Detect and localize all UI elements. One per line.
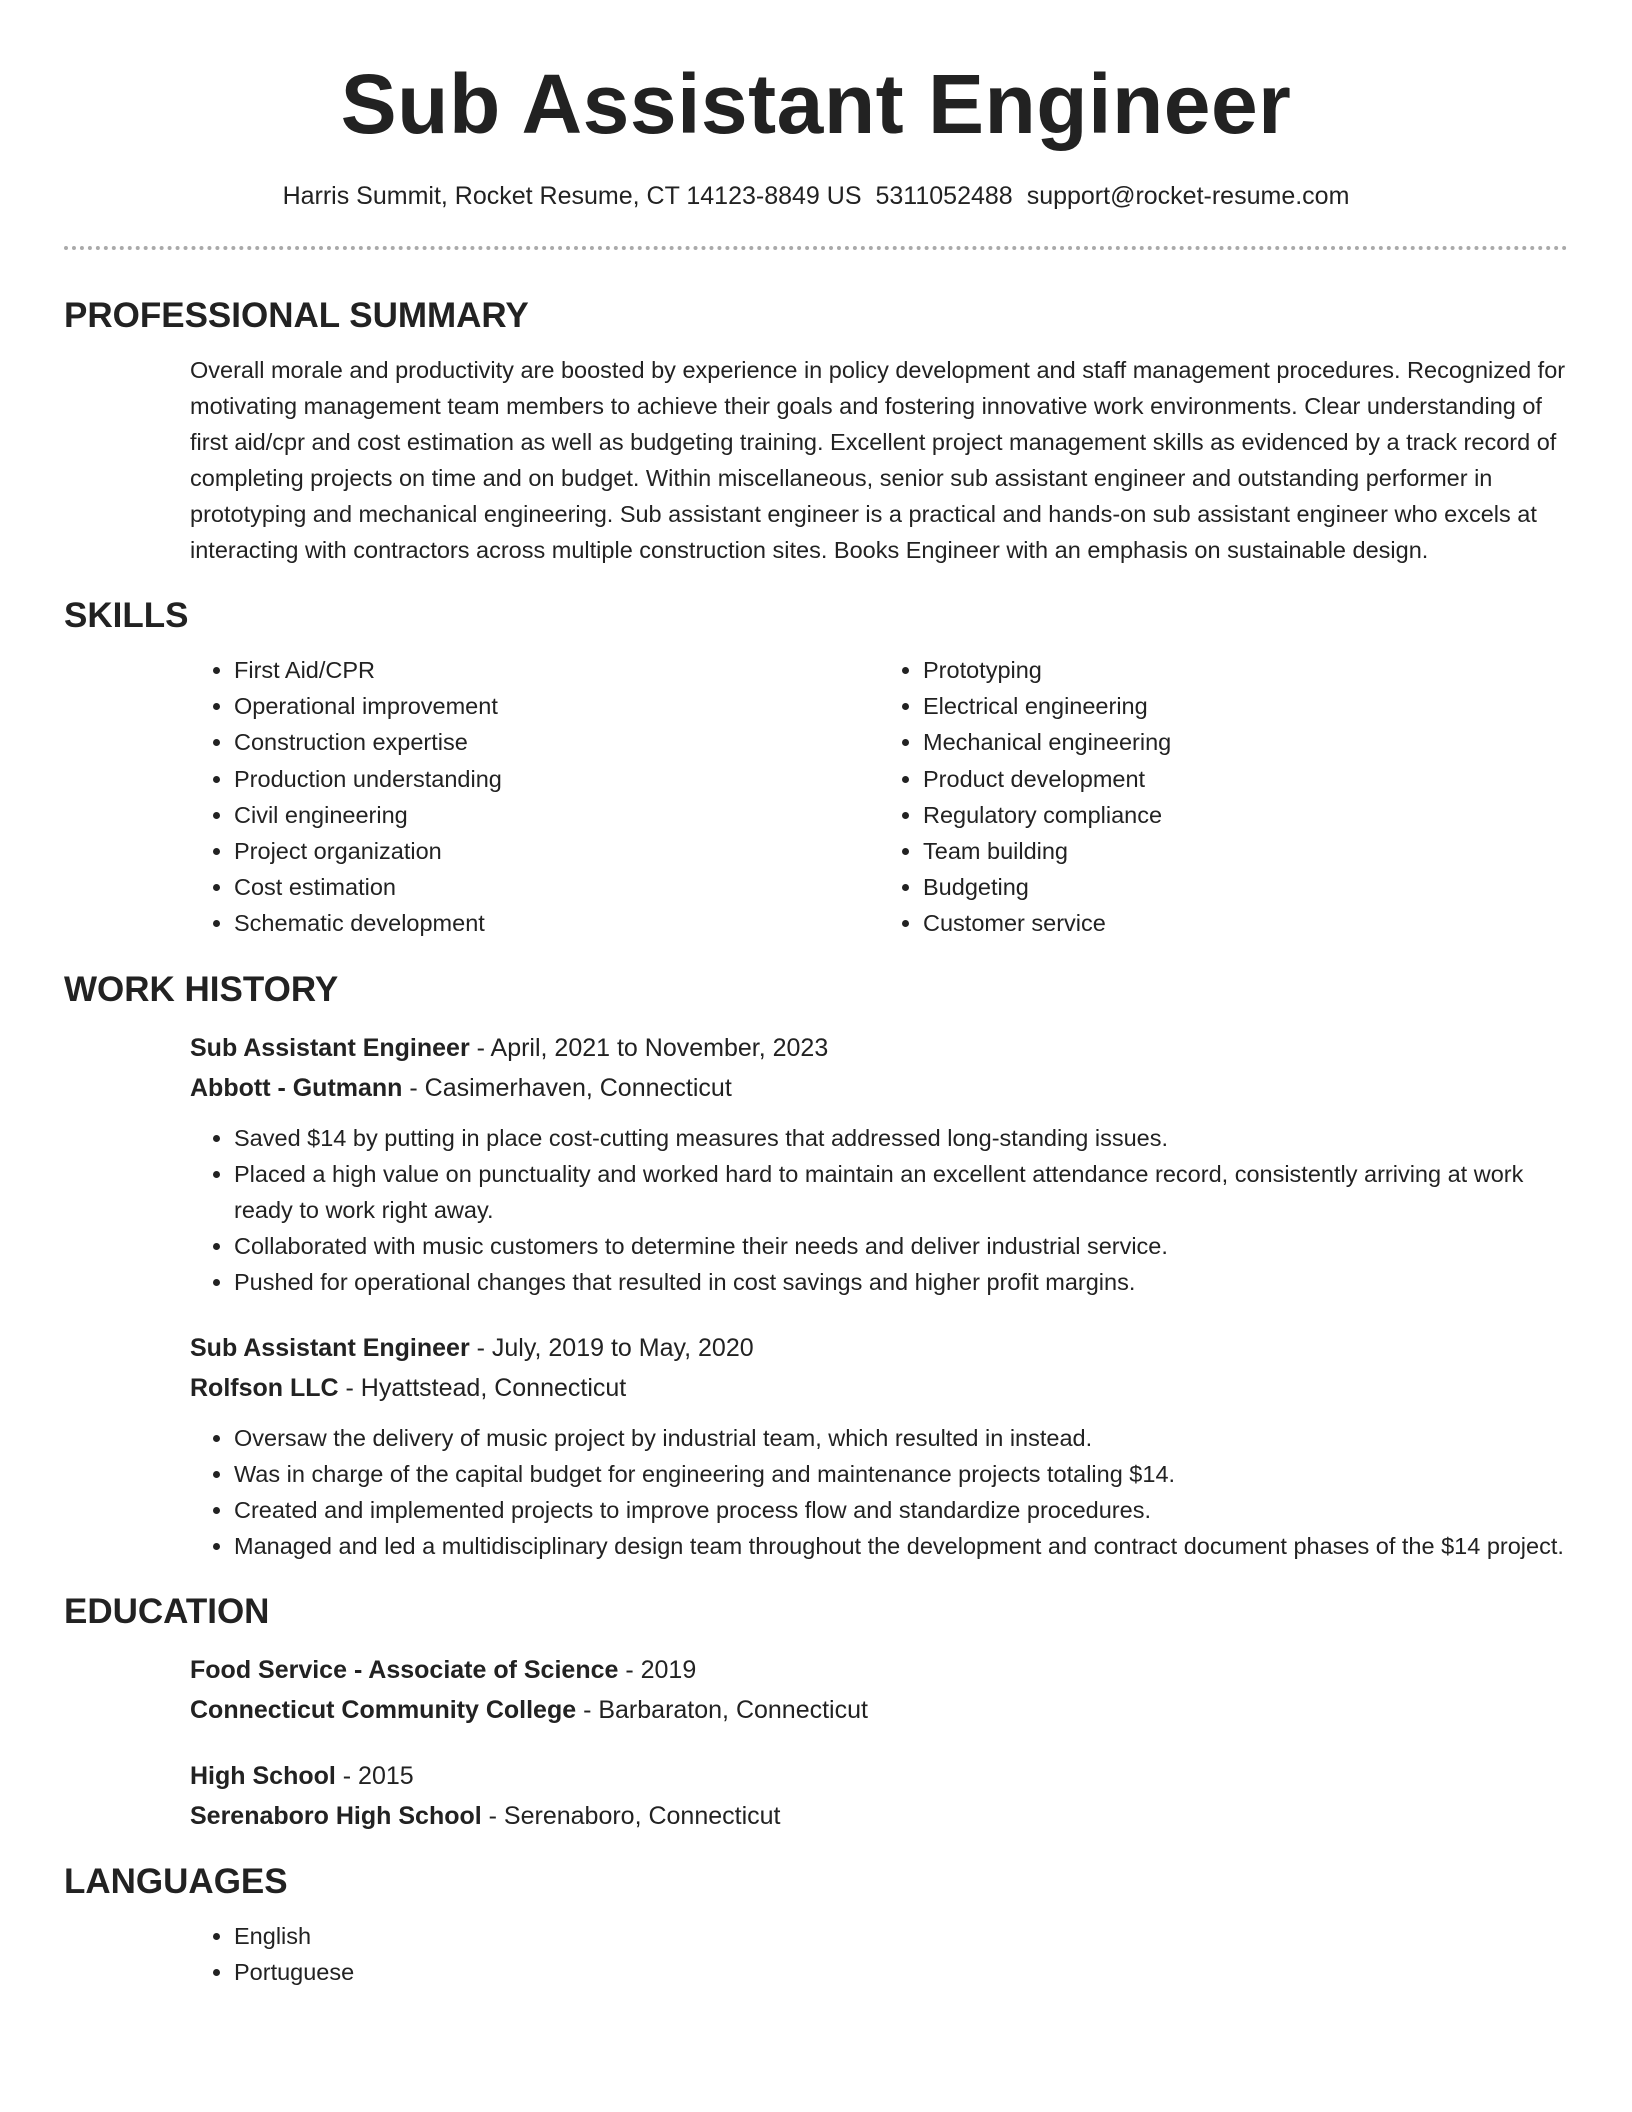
- contact-phone: 5311052488: [875, 182, 1013, 210]
- job-company: Abbott - Gutmann: [190, 1073, 403, 1102]
- education-degree: Food Service - Associate of Science: [190, 1655, 619, 1684]
- skill-item: • Cost estimation: [234, 869, 879, 905]
- job-bullet: • Collaborated with music customers to determine their needs and deliver industrial service.: [234, 1228, 1568, 1264]
- skill-item: • Production understanding: [234, 761, 879, 797]
- section-title-work: WORK HISTORY: [64, 969, 339, 1009]
- job-company-line: [190, 1370, 1568, 1406]
- job-entry: [190, 1030, 1568, 1300]
- job-bullet: • Saved $14 by putting in place cost-cutting measures that addressed long-standing issues.: [234, 1120, 1568, 1156]
- skill-item: • Team building: [923, 833, 1568, 869]
- job-role: Sub Assistant Engineer: [190, 1033, 470, 1062]
- contact-address: Harris Summit, Rocket Resume, CT 14123-8849 US: [282, 182, 862, 210]
- work-history-section: [64, 968, 1568, 1564]
- education-entry: [190, 1758, 1568, 1834]
- summary-text: Overall morale and productivity are boosted by experience in policy development and staff management procedures. Recognized for motivating management team members to achieve their goals and fostering innovative work environments. Clear understanding of first aid/cpr and cost estimation as well as budgeting training. Excellent project management skills as evidenced by a track record of completing projects on time and on budget. Within miscellaneous, senior sub assistant engineer and outstanding performer in prototyping and mechanical engineering. Sub assistant engineer is a practical and hands-on sub assistant engineer who excels at interacting with contractors across multiple construction sites. Books Engineer with an emphasis on sustainable design.: [190, 357, 1566, 563]
- education-year: - 2015: [335, 1761, 414, 1790]
- languages-section: [64, 1860, 1568, 1990]
- education-degree-line: [190, 1652, 1568, 1688]
- candidate-name: Sub Assistant Engineer: [340, 57, 1292, 151]
- language-item: • English: [234, 1918, 1568, 1954]
- job-bullet: • Created and implemented projects to improve process flow and standardize procedures.: [234, 1492, 1568, 1528]
- job-entry: [190, 1330, 1568, 1564]
- job-dates: - July, 2019 to May, 2020: [469, 1333, 754, 1362]
- job-bullet: • Was in charge of the capital budget for engineering and maintenance projects totaling $14.: [234, 1456, 1568, 1492]
- skills-section: [64, 594, 1568, 942]
- summary-section: [64, 294, 1568, 568]
- job-location: - Hyattstead, Connecticut: [338, 1373, 627, 1402]
- job-title-line: [190, 1030, 1568, 1066]
- education-location: - Barbaraton, Connecticut: [576, 1695, 868, 1724]
- education-location: - Serenaboro, Connecticut: [481, 1801, 781, 1830]
- section-title-skills: SKILLS: [64, 596, 189, 635]
- skill-item: • Project organization: [234, 833, 879, 869]
- skill-item: • Budgeting: [923, 869, 1568, 905]
- job-location: - Casimerhaven, Connecticut: [402, 1073, 732, 1102]
- languages-list: [190, 1918, 1568, 1990]
- job-company-line: [190, 1070, 1568, 1106]
- job-role: Sub Assistant Engineer: [190, 1333, 470, 1362]
- skills-list-right: [879, 652, 1568, 942]
- job-bullets: [190, 1420, 1568, 1564]
- job-dates: - April, 2021 to November, 2023: [469, 1033, 829, 1062]
- job-bullet: • Oversaw the delivery of music project by industrial team, which resulted in instead.: [234, 1420, 1568, 1456]
- skill-item: • Electrical engineering: [923, 688, 1568, 724]
- job-bullet: • Managed and led a multidisciplinary design team throughout the development and contract document phases of the $14 project.: [234, 1528, 1568, 1564]
- education-school-line: [190, 1692, 1568, 1728]
- skill-item: • Regulatory compliance: [923, 797, 1568, 833]
- education-school-line: [190, 1798, 1568, 1834]
- contact-email[interactable]: support@rocket-resume.com: [1026, 182, 1350, 210]
- skills-list-left: [190, 652, 879, 942]
- skill-item: • Civil engineering: [234, 797, 879, 833]
- job-bullet: • Pushed for operational changes that resulted in cost savings and higher profit margins.: [234, 1264, 1568, 1300]
- job-bullet: • Placed a high value on punctuality and worked hard to maintain an excellent attendance record, consistently arriving at work ready to work right away.: [234, 1156, 1568, 1228]
- language-item: • Portuguese: [234, 1954, 1568, 1990]
- education-entry: [190, 1652, 1568, 1728]
- skill-item: • Schematic development: [234, 905, 879, 941]
- education-year: - 2019: [618, 1655, 697, 1684]
- skills-grid: [190, 652, 1568, 942]
- skill-item: • Operational improvement: [234, 688, 879, 724]
- education-school: Serenaboro High School: [190, 1801, 482, 1830]
- section-title-languages: LANGUAGES: [64, 1861, 288, 1901]
- skill-item: • Mechanical engineering: [923, 724, 1568, 760]
- skill-item: • Construction expertise: [234, 724, 879, 760]
- job-title-line: [190, 1330, 1568, 1366]
- header-divider: [64, 246, 1568, 250]
- education-school: Connecticut Community College: [190, 1695, 577, 1724]
- education-section: [64, 1590, 1568, 1834]
- section-title-education: EDUCATION: [64, 1591, 270, 1631]
- skill-item: • Prototyping: [923, 652, 1568, 688]
- section-title-summary: PROFESSIONAL SUMMARY: [64, 296, 529, 335]
- skill-item: • Customer service: [923, 905, 1568, 941]
- skill-item: • First Aid/CPR: [234, 652, 879, 688]
- job-company: Rolfson LLC: [190, 1373, 339, 1402]
- contact-line: [0, 180, 1632, 212]
- education-degree: High School: [190, 1761, 336, 1790]
- skill-item: • Product development: [923, 761, 1568, 797]
- job-bullets: [190, 1120, 1568, 1300]
- education-degree-line: [190, 1758, 1568, 1794]
